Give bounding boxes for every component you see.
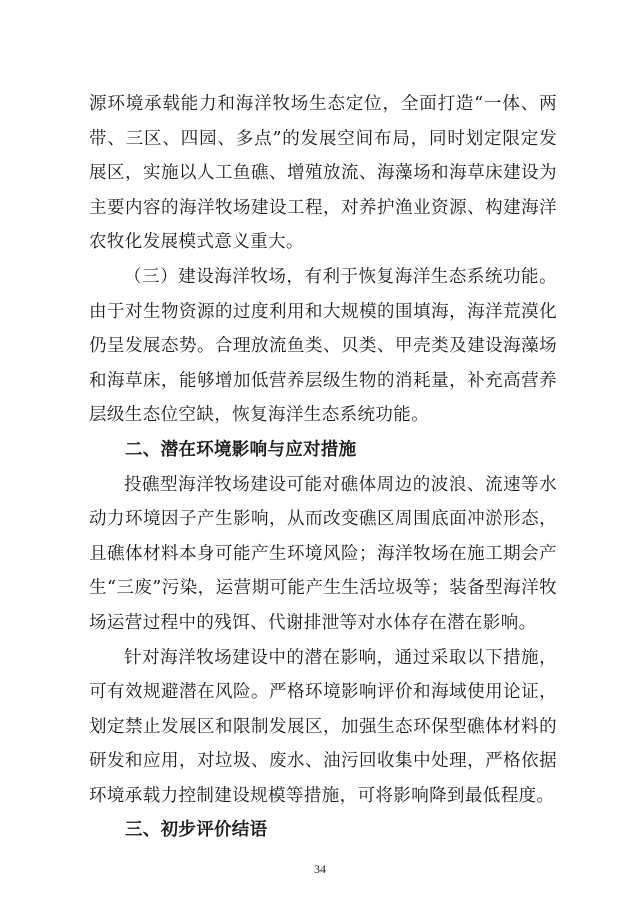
section-heading-environmental-impact: 二、潜在环境影响与应对措施 xyxy=(125,439,357,460)
page-body xyxy=(89,87,557,848)
paragraph-ecosystem-function: （三）建设海洋牧场，有利于恢复海洋生态系统功能。由于对生物资源的过度利用和大规模的围填海，海洋荒漠化仍呈发展态势。合理放流鱼类、贝类、甲壳类及建设海藻场和海草床，能够增加低营养层级生物的消耗量，补充高营养层级生态位空缺，恢复海洋生态系统功能。 xyxy=(89,266,557,426)
paragraph-mitigation-measures: 针对海洋牧场建设中的潜在影响，通过采取以下措施，可有效规避潜在风险。严格环境影响评价和海域使用论证，划定禁止发展区和限制发展区，加强生态环保型礁体材料的研发和应用，对垃圾、废水、油污回收集中处理，严格依据环境承载力控制建设规模等措施，可将影响降到最低程度。 xyxy=(89,647,557,806)
section-heading-preliminary-conclusion: 三、初步评价结语 xyxy=(125,820,268,841)
page-number: 34 xyxy=(314,862,326,876)
paragraph-potential-impacts: 投礁型海洋牧场建设可能对礁体周边的波浪、流速等水动力环境因子产生影响，从而改变礁区周围底面冲淤形态，且礁体材料本身可能产生环境风险；海洋牧场在施工期会产生“三废”污染，运营期可能产生生活垃圾等；装备型海洋牧场运营过程中的残饵、代谢排泄等对水体存在潜在影响。 xyxy=(89,474,557,633)
paragraph-resource-capacity: 源环境承载能力和海洋牧场生态定位，全面打造“一体、两带、三区、四园、多点”的发展空间布局，同时划定限定发展区，实施以人工鱼礁、增殖放流、海藻场和海草床建设为主要内容的海洋牧场建设工程，对养护渔业资源、构建海洋农牧化发展模式意义重大。 xyxy=(89,94,557,253)
